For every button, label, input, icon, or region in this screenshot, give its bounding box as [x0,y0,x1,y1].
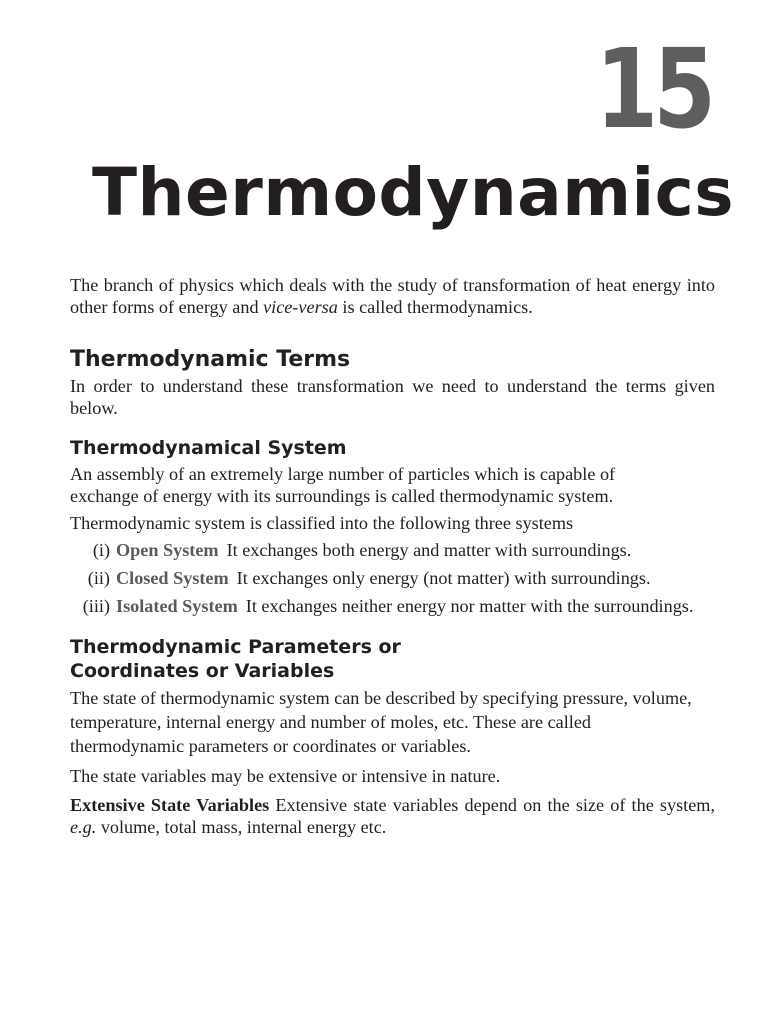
extensive-text-2: volume, total mass, internal energy etc. [96,816,387,837]
list-marker: (i) [92,539,110,560]
parameters-heading-line1: Thermodynamic Parameters or [70,635,401,658]
list-text: It exchanges neither energy nor matter with the surroundings. [245,595,694,616]
parameters-paragraph-2: The state variables may be extensive or intensive in nature. [70,765,501,786]
section-heading-parameters [70,635,715,683]
intro-text-1: The branch of physics which deals with the study of transformation of heat energy into other forms of energy and [70,275,715,317]
list-marker: (iii) [82,595,110,616]
list-term: Closed System [116,567,229,588]
content [70,275,715,838]
extensive-text-1: Extensive state variables depend on the size of the system, [269,794,715,815]
list-item [70,567,715,589]
list-term: Open System [116,539,219,560]
list-marker: (ii) [87,567,110,588]
section-heading-system: Thermodynamical System [70,437,347,459]
system-definition: An assembly of an extremely large number of particles which is capable of exchange of energy with its surroundings is called thermodynamic system. [70,464,616,506]
extensive-paragraph [70,794,715,838]
intro-italic: vice-versa [263,296,338,317]
list-term: Isolated System [116,595,238,616]
system-classification: Thermodynamic system is classified into the following three systems [70,513,574,533]
chapter-number: 15 [595,25,711,153]
terms-paragraph: In order to understand these transformation we need to understand the terms given below. [70,376,715,418]
page [70,0,735,1024]
list-item [70,595,715,617]
list-item [70,539,715,561]
extensive-term: Extensive State Variables [70,794,270,815]
system-list [70,539,715,617]
chapter-title: Thermodynamics [92,154,735,231]
list-text: It exchanges both energy and matter with surroundings. [226,539,632,560]
parameters-paragraph-1: The state of thermodynamic system can be described by specifying pressure, volume, temperature, internal energy and number of moles, etc. These are called thermodynamic parameters or coordinates or variables. [70,687,692,756]
list-text: It exchanges only energy (not matter) with surroundings. [236,567,651,588]
parameters-heading-line2: Coordinates or Variables [70,659,335,682]
section-heading-terms: Thermodynamic Terms [70,347,351,372]
intro-text-2: is called thermodynamics. [337,296,533,317]
intro-paragraph [70,275,715,318]
extensive-italic: e.g. [70,816,97,837]
